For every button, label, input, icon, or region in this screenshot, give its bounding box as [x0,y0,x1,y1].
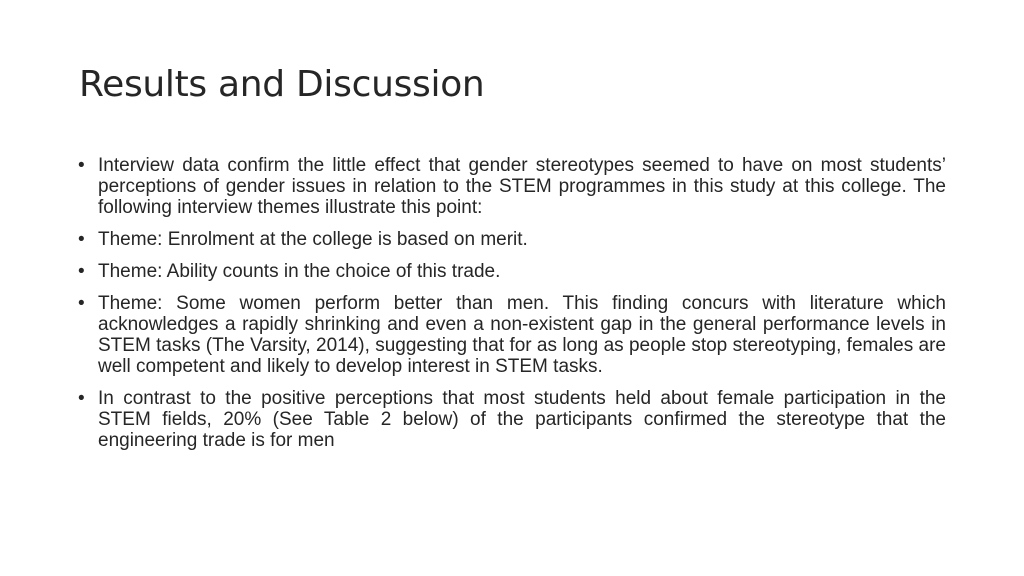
slide-title: Results and Discussion [79,64,485,105]
bullet-icon: • [78,293,85,314]
bullet-item-theme-enrolment [78,229,946,250]
bullet-icon: • [78,229,85,250]
bullet-icon: • [78,388,85,409]
bullet-text: In contrast to the positive perceptions that most students held about female participation in the STEM fields, 20% (See Table 2 below) of the participants confirmed the stereotype that the engineering trade is for men [98,388,946,451]
bullet-text: Theme: Some women perform better than men. This finding concurs with literature which acknowledges a rapidly shrinking and even a non-existent gap in the general performance levels in STEM tasks (The Varsity, 2014), suggesting that for as long as people stop stereotyping, females are well competent and likely to develop interest in STEM tasks. [98,293,946,377]
bullet-text: Interview data confirm the little effect that gender stereotypes seemed to have on most students’ perceptions of gender issues in relation to the STEM programmes in this study at this college. The following interview themes illustrate this point: [98,155,946,218]
bullet-icon: • [78,261,85,282]
bullet-item-theme-ability [78,261,946,282]
bullet-text: Theme: Enrolment at the college is based on merit. [98,229,528,250]
bullet-icon: • [78,155,85,176]
bullet-item-interview-data [78,155,946,218]
bullet-item-contrast [78,388,946,451]
bullet-item-theme-women-perform [78,293,946,377]
bullet-text: Theme: Ability counts in the choice of this trade. [98,261,501,282]
bullet-list [78,155,946,462]
